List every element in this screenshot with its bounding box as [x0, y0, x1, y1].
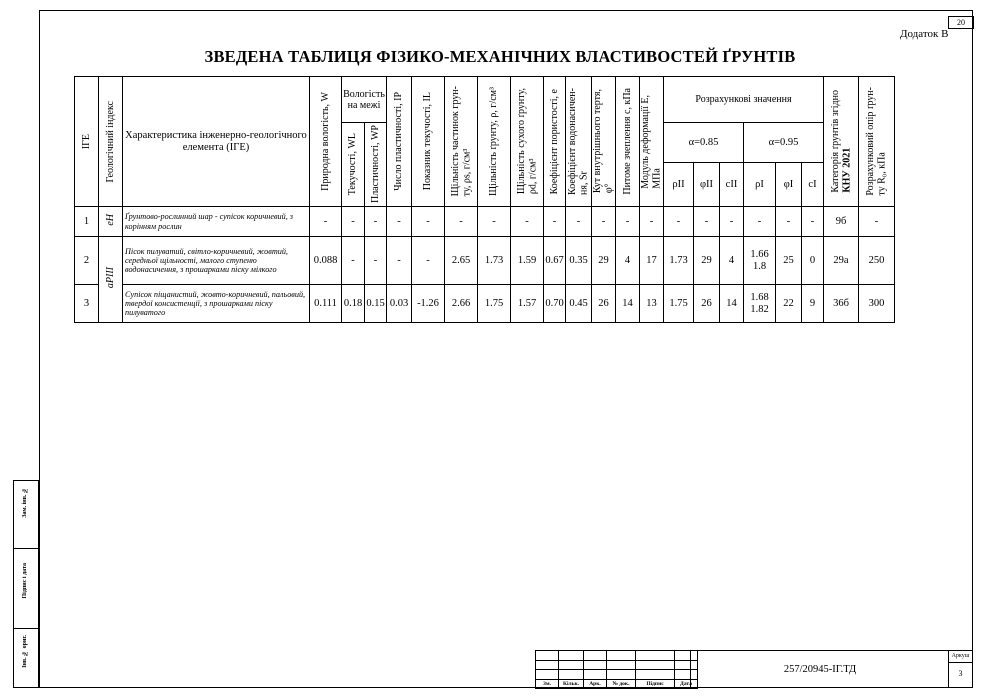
cell-value: 22: [776, 285, 802, 323]
header-soil-density: Щільність ґрунту, ρ, г/см³: [478, 77, 511, 207]
stamp-ndoc: № док.: [607, 679, 636, 689]
cell-ige: 3: [75, 285, 99, 323]
sheet-box: [948, 650, 973, 688]
cell-value: -1.26: [412, 285, 445, 323]
cell-ige: 1: [75, 207, 99, 237]
header-dry-density: Щільність сухого ґрунту, ρd, г/см³: [511, 77, 544, 207]
header-particle-density: Щільність частинок грун- ту, ρs, г/см³: [445, 77, 478, 207]
cell-value: 9: [802, 285, 824, 323]
header-calc-values: Розрахункові значення: [664, 77, 824, 123]
cell-value: 25: [776, 237, 802, 285]
cell-value: -: [342, 207, 365, 237]
cell-value: 0.111: [310, 285, 342, 323]
cell-value: 13: [640, 285, 664, 323]
cell-value: 0.45: [566, 285, 592, 323]
cell-value: 17: [640, 237, 664, 285]
cell-value: -: [592, 207, 616, 237]
stamp-pidpys: Підпис: [636, 679, 675, 689]
cell-value: -: [342, 237, 365, 285]
header-phi-i: φI: [776, 163, 802, 207]
header-c-i: cI: [802, 163, 824, 207]
header-saturation: Коефіцієнт водонасичен- ня, Sr: [566, 77, 592, 207]
table-row: [75, 285, 895, 323]
cell-value: -: [365, 237, 387, 285]
cell-ige: 2: [75, 237, 99, 285]
cell-value: 0.15: [365, 285, 387, 323]
cell-value: 0.67: [544, 237, 566, 285]
cell-value: -: [694, 207, 720, 237]
cell-value: 1.68 1.82: [744, 285, 776, 323]
cell-value: 0.088: [310, 237, 342, 285]
cell-value: 1.73: [664, 237, 694, 285]
cell-value: 4: [616, 237, 640, 285]
cell-value: 0.35: [566, 237, 592, 285]
cell-description: Ґрунтово-рослинний шар - супісок коричневий, з корінням рослин: [123, 207, 310, 237]
header-liquidity-index: Показник текучості, IL: [412, 77, 445, 207]
side-stamp: [13, 480, 39, 688]
cell-value: 2.66: [445, 285, 478, 323]
cell-value: 300: [859, 285, 895, 323]
header-rho-ii: ρII: [664, 163, 694, 207]
header-cohesion: Питоме зчеплення c, кПа: [616, 77, 640, 207]
cell-value: 14: [616, 285, 640, 323]
stamp-data: Дата: [675, 679, 698, 689]
cell-value: 1.57: [511, 285, 544, 323]
cell-index: eH: [99, 207, 123, 237]
table-row: [75, 237, 895, 285]
cell-value: -: [387, 237, 412, 285]
header-phi-ii: φII: [694, 163, 720, 207]
cell-value: -: [640, 207, 664, 237]
cell-value: 29: [592, 237, 616, 285]
cell-value: -: [802, 207, 824, 237]
header-plastic-limit: Пластичності, WP: [365, 123, 387, 207]
cell-value: -: [445, 207, 478, 237]
header-category: Категорія ґрунтів згідно КНУ 2021: [824, 77, 859, 207]
cell-value: -: [544, 207, 566, 237]
cell-value: -: [310, 207, 342, 237]
cell-value: -: [859, 207, 895, 237]
side-label-inv-orig: Інв. № ориг.: [22, 635, 28, 668]
header-c-ii: cII: [720, 163, 744, 207]
sheet-number: 3: [958, 669, 963, 678]
cell-value: 0.03: [387, 285, 412, 323]
cell-value: 26: [592, 285, 616, 323]
page-title: ЗВЕДЕНА ТАБЛИЦЯ ФІЗИКО-МЕХАНІЧНИХ ВЛАСТИВОСТЕЙ ҐРУНТІВ: [204, 47, 796, 66]
cell-value: -: [511, 207, 544, 237]
header-resistance: Розрахунковий опір ґрун- ту R₀, кПа: [859, 77, 895, 207]
cell-value: 26: [694, 285, 720, 323]
sheet-label: Аркуш: [949, 651, 972, 663]
cell-index: aPIII: [99, 237, 123, 323]
cell-value: 250: [859, 237, 895, 285]
cell-value: -: [365, 207, 387, 237]
table-row: [75, 207, 895, 237]
document-number: 257/20945-ІГ.ТД: [690, 650, 949, 689]
cell-value: -: [412, 237, 445, 285]
cell-category: 29а: [824, 237, 859, 285]
cell-value: 1.75: [478, 285, 511, 323]
stamp-izm: Зм.: [536, 679, 559, 689]
page-number: 20: [948, 16, 974, 29]
stamp-ark: Арк.: [584, 679, 607, 689]
header-friction: Кут внутрішнього тертя, φ°: [592, 77, 616, 207]
header-ige: ІГЕ: [75, 77, 99, 207]
side-label-replace-inv: Зам. інв. №: [22, 487, 28, 518]
cell-value: 2.65: [445, 237, 478, 285]
cell-value: -: [744, 207, 776, 237]
header-porosity: Коефіцієнт пористості, e: [544, 77, 566, 207]
cell-value: 1.75: [664, 285, 694, 323]
cell-value: 0: [802, 237, 824, 285]
title-block-stamp: [535, 650, 698, 689]
appendix-label: Додаток В: [900, 28, 949, 40]
cell-value: 1.66 1.8: [744, 237, 776, 285]
header-modulus: Модуль деформації E, МПа: [640, 77, 664, 207]
cell-value: 29: [694, 237, 720, 285]
header-alpha-085: α=0.85: [664, 123, 744, 163]
header-plasticity-index: Число пластичності, IP: [387, 77, 412, 207]
cell-description: Пісок пилуватий, світло-коричневий, жовтий, середньої щільності, малого ступеню водонасичення, з прошарками піску мілкого: [123, 237, 310, 285]
cell-value: -: [387, 207, 412, 237]
header-yield-limit: Текучості, WL: [342, 123, 365, 207]
cell-value: 14: [720, 285, 744, 323]
soil-properties-table: [74, 76, 895, 323]
cell-value: 1.73: [478, 237, 511, 285]
cell-value: -: [478, 207, 511, 237]
cell-value: -: [720, 207, 744, 237]
cell-value: 4: [720, 237, 744, 285]
cell-description: Супісок піщанистий, жовто-коричневий, пальовий, твердої консистенції, з прошарками піску пилуватого: [123, 285, 310, 323]
cell-value: -: [412, 207, 445, 237]
cell-value: -: [616, 207, 640, 237]
header-alpha-095: α=0.95: [744, 123, 824, 163]
header-characteristic: Характеристика інженерно-геологічного елемента (ІГЕ): [123, 77, 310, 207]
header-rho-i: ρI: [744, 163, 776, 207]
header-geo-index: Геологічний індекс: [99, 77, 123, 207]
header-moisture-limit: Вологість на межі: [342, 77, 387, 123]
stamp-kilk: Кільк.: [559, 679, 584, 689]
cell-value: 1.59: [511, 237, 544, 285]
cell-value: -: [664, 207, 694, 237]
side-label-sign-date: Підпис і дата: [22, 563, 28, 599]
cell-value: -: [776, 207, 802, 237]
cell-category: 36б: [824, 285, 859, 323]
cell-value: 0.70: [544, 285, 566, 323]
header-natural-moisture: Природна вологість, W: [310, 77, 342, 207]
cell-value: -: [566, 207, 592, 237]
cell-value: 0.18: [342, 285, 365, 323]
cell-category: 9б: [824, 207, 859, 237]
